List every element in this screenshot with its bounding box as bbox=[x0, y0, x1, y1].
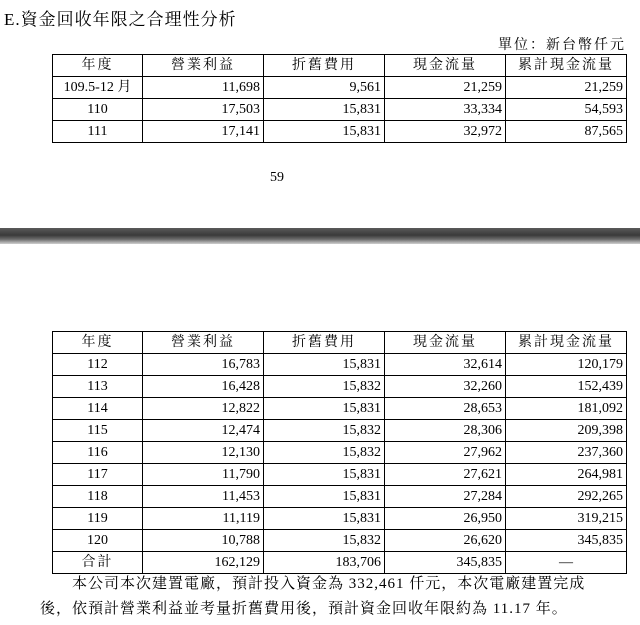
conclusion-line-2: 後，依預計營業利益並考量折舊費用後，預計資金回收年限約為 11.17 年。 bbox=[40, 601, 568, 617]
cell-depreciation: 15,831 bbox=[264, 508, 385, 530]
cell-cash-flow: 27,284 bbox=[385, 486, 506, 508]
cell-operating-income: 12,474 bbox=[143, 420, 264, 442]
cell-cumulative-cash-flow: 181,092 bbox=[506, 398, 627, 420]
table-row bbox=[53, 486, 627, 508]
cell-year: 114 bbox=[53, 398, 143, 420]
cell-cumulative-cash-flow: 209,398 bbox=[506, 420, 627, 442]
cell-depreciation: 15,831 bbox=[264, 486, 385, 508]
header-depreciation: 折舊費用 bbox=[264, 55, 385, 77]
cell-year: 111 bbox=[53, 121, 143, 143]
page-top bbox=[0, 0, 640, 228]
cash-flow-table-1 bbox=[52, 54, 627, 143]
cell-cash-flow: 33,334 bbox=[385, 99, 506, 121]
cell-year: 120 bbox=[53, 530, 143, 552]
cell-depreciation: 15,831 bbox=[264, 99, 385, 121]
total-depreciation: 183,706 bbox=[264, 552, 385, 574]
cell-cumulative-cash-flow: 152,439 bbox=[506, 376, 627, 398]
cell-operating-income: 16,428 bbox=[143, 376, 264, 398]
cell-operating-income: 10,788 bbox=[143, 530, 264, 552]
cell-operating-income: 11,790 bbox=[143, 464, 264, 486]
table-header-row bbox=[53, 55, 627, 77]
cell-cash-flow: 32,260 bbox=[385, 376, 506, 398]
cell-cumulative-cash-flow: 292,265 bbox=[506, 486, 627, 508]
header-year: 年度 bbox=[53, 332, 143, 354]
table-row bbox=[53, 121, 627, 143]
cell-year: 112 bbox=[53, 354, 143, 376]
cell-cash-flow: 27,962 bbox=[385, 442, 506, 464]
cell-cash-flow: 32,972 bbox=[385, 121, 506, 143]
cell-cumulative-cash-flow: 237,360 bbox=[506, 442, 627, 464]
page-divider bbox=[0, 228, 640, 244]
cell-year: 116 bbox=[53, 442, 143, 464]
header-year: 年度 bbox=[53, 55, 143, 77]
cell-cash-flow: 27,621 bbox=[385, 464, 506, 486]
conclusion-line-1: 本公司本次建置電廠，預計投入資金為 332,461 仟元，本次電廠建置完成 bbox=[72, 576, 586, 592]
table-row bbox=[53, 442, 627, 464]
cell-cumulative-cash-flow: 120,179 bbox=[506, 354, 627, 376]
cell-cash-flow: 32,614 bbox=[385, 354, 506, 376]
cell-cumulative-cash-flow: 319,215 bbox=[506, 508, 627, 530]
page-number: 59 bbox=[270, 170, 284, 185]
total-cash-flow: 345,835 bbox=[385, 552, 506, 574]
table-row bbox=[53, 508, 627, 530]
cell-year: 113 bbox=[53, 376, 143, 398]
cell-depreciation: 15,832 bbox=[264, 420, 385, 442]
cell-operating-income: 12,130 bbox=[143, 442, 264, 464]
cell-operating-income: 17,141 bbox=[143, 121, 264, 143]
table-header-row bbox=[53, 332, 627, 354]
unit-label: 單位：新台幣仟元 bbox=[498, 38, 626, 53]
table-row bbox=[53, 420, 627, 442]
cell-cash-flow: 21,259 bbox=[385, 77, 506, 99]
cell-year: 110 bbox=[53, 99, 143, 121]
header-depreciation: 折舊費用 bbox=[264, 332, 385, 354]
header-operating-income: 營業利益 bbox=[143, 55, 264, 77]
cell-operating-income: 11,453 bbox=[143, 486, 264, 508]
total-label: 合計 bbox=[53, 552, 143, 574]
cell-cumulative-cash-flow: 264,981 bbox=[506, 464, 627, 486]
cell-depreciation: 9,561 bbox=[264, 77, 385, 99]
cell-cumulative-cash-flow: 87,565 bbox=[506, 121, 627, 143]
cell-cumulative-cash-flow: 345,835 bbox=[506, 530, 627, 552]
total-operating-income: 162,129 bbox=[143, 552, 264, 574]
cell-cash-flow: 26,620 bbox=[385, 530, 506, 552]
table-row bbox=[53, 99, 627, 121]
cell-operating-income: 17,503 bbox=[143, 99, 264, 121]
cell-operating-income: 12,822 bbox=[143, 398, 264, 420]
cell-year: 119 bbox=[53, 508, 143, 530]
cell-cash-flow: 28,306 bbox=[385, 420, 506, 442]
header-cash-flow: 現金流量 bbox=[385, 55, 506, 77]
section-heading: E.資金回收年限之合理性分析 bbox=[4, 10, 237, 29]
cell-depreciation: 15,831 bbox=[264, 398, 385, 420]
cell-year: 115 bbox=[53, 420, 143, 442]
cell-year: 118 bbox=[53, 486, 143, 508]
cell-depreciation: 15,832 bbox=[264, 442, 385, 464]
total-cumulative: — bbox=[506, 552, 627, 574]
cell-depreciation: 15,831 bbox=[264, 464, 385, 486]
cash-flow-table-2 bbox=[52, 331, 627, 574]
header-cumulative-cash-flow: 累計現金流量 bbox=[506, 332, 627, 354]
header-operating-income: 營業利益 bbox=[143, 332, 264, 354]
cell-depreciation: 15,831 bbox=[264, 121, 385, 143]
cell-year: 117 bbox=[53, 464, 143, 486]
cell-depreciation: 15,832 bbox=[264, 376, 385, 398]
table-row bbox=[53, 530, 627, 552]
table-row bbox=[53, 398, 627, 420]
cell-cash-flow: 26,950 bbox=[385, 508, 506, 530]
table-row bbox=[53, 376, 627, 398]
total-row bbox=[53, 552, 627, 574]
conclusion-paragraph bbox=[40, 572, 630, 622]
cell-cumulative-cash-flow: 21,259 bbox=[506, 77, 627, 99]
cell-operating-income: 11,119 bbox=[143, 508, 264, 530]
header-cumulative-cash-flow: 累計現金流量 bbox=[506, 55, 627, 77]
cell-operating-income: 16,783 bbox=[143, 354, 264, 376]
cell-depreciation: 15,831 bbox=[264, 354, 385, 376]
cell-depreciation: 15,832 bbox=[264, 530, 385, 552]
cell-operating-income: 11,698 bbox=[143, 77, 264, 99]
table-row bbox=[53, 354, 627, 376]
cell-cash-flow: 28,653 bbox=[385, 398, 506, 420]
cell-cumulative-cash-flow: 54,593 bbox=[506, 99, 627, 121]
table-row bbox=[53, 77, 627, 99]
cell-year: 109.5-12 月 bbox=[53, 77, 143, 99]
table-row bbox=[53, 464, 627, 486]
header-cash-flow: 現金流量 bbox=[385, 332, 506, 354]
